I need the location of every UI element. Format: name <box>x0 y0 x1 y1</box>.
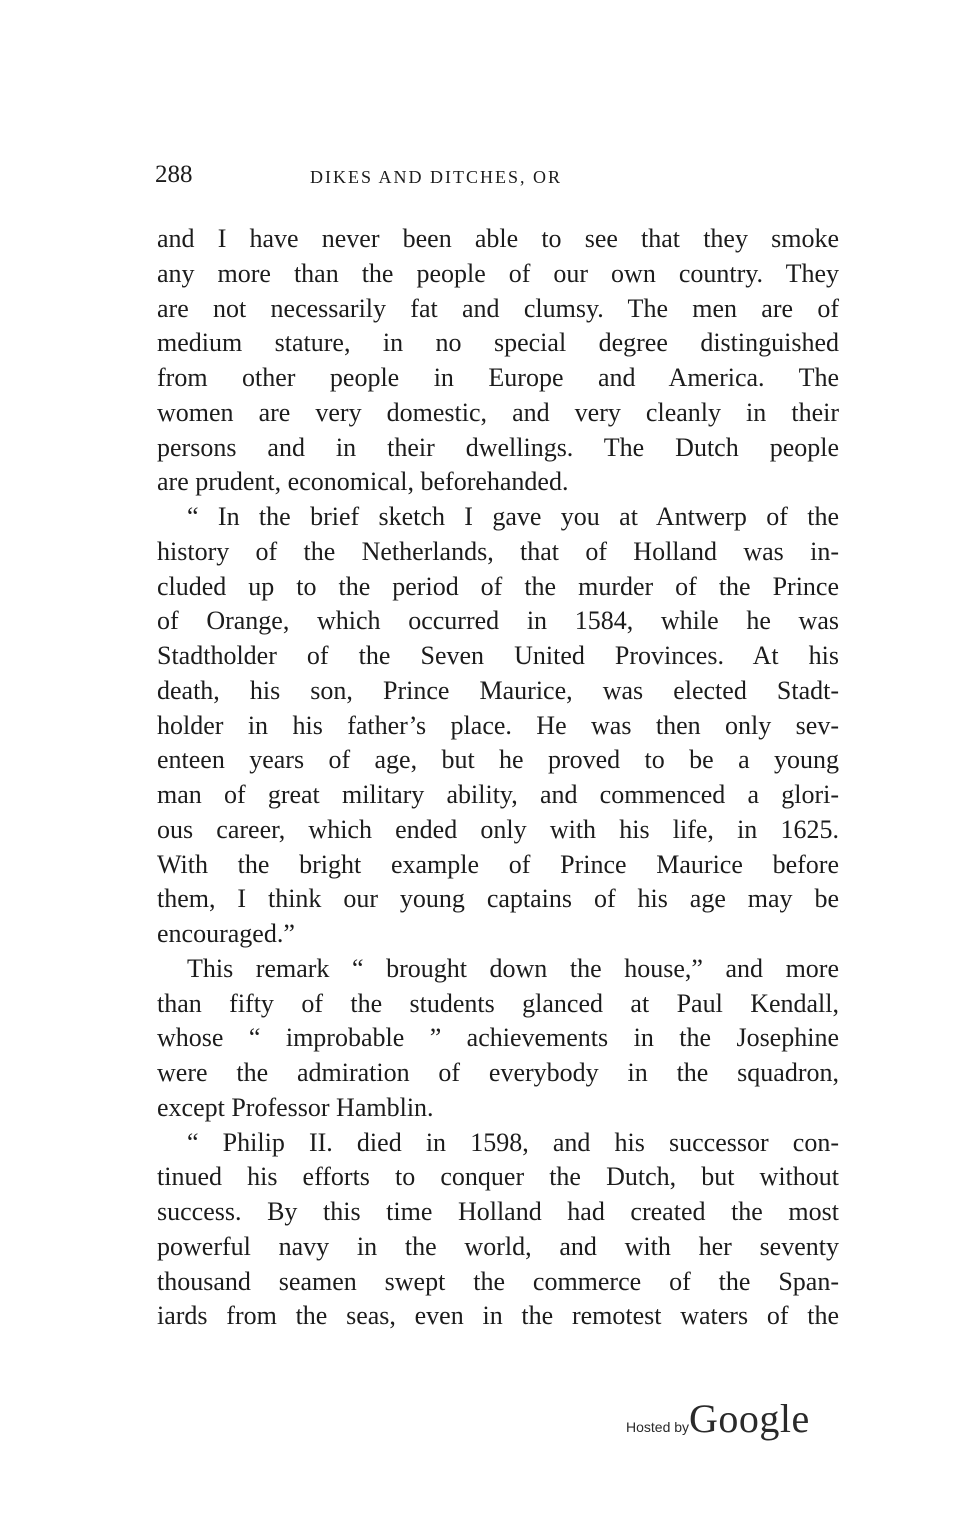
text-line: history of the Netherlands, that of Holland was in- <box>157 536 839 566</box>
text-line: and I have never been able to see that they smoke <box>157 224 839 253</box>
text-line: holder in his father’s place. He was then only sev- <box>157 710 839 740</box>
text-line: whose “ improbable ” achievements in the Josephine <box>157 1023 839 1053</box>
text-line: This remark “ brought down the house,” and more <box>187 953 839 983</box>
text-line: powerful navy in the world, and with her seventy <box>157 1231 839 1261</box>
text-line: except Professor Hamblin. <box>157 1092 434 1122</box>
hosted-by-label: Hosted by <box>626 1419 690 1435</box>
text-line: man of great military ability, and commenced a glori- <box>157 780 839 809</box>
text-line: success. By this time Holland had created the most <box>157 1197 839 1226</box>
text-line: persons and in their dwellings. The Dutch people <box>157 432 839 462</box>
text-line: were the admiration of everybody in the squadron, <box>157 1058 839 1087</box>
text-line: “ Philip II. died in 1598, and his successor con- <box>187 1127 839 1157</box>
text-line: death, his son, Prince Maurice, was elected Stadt- <box>157 675 839 705</box>
text-line: of Orange, which occurred in 1584, while he was <box>157 606 839 636</box>
text-line: are not necessarily fat and clumsy. The men are of <box>157 293 839 323</box>
text-line: medium stature, in no special degree distinguished <box>157 328 839 358</box>
text-line: than fifty of the students glanced at Paul Kendall, <box>157 988 839 1018</box>
text-line: enteen years of age, but he proved to be a young <box>157 745 839 775</box>
text-line: ous career, which ended only with his life, in 1625. <box>157 814 839 844</box>
text-line: from other people in Europe and America. The <box>157 363 839 392</box>
text-line: are prudent, economical, beforehanded. <box>157 467 569 497</box>
text-line: them, I think our young captains of his age may be <box>157 884 839 914</box>
text-line: thousand seamen swept the commerce of the Span- <box>157 1266 839 1296</box>
page-number: 288 <box>155 161 193 188</box>
hosted-by-google-watermark <box>626 1395 810 1442</box>
text-line: iards from the seas, even in the remotest waters of the <box>157 1301 839 1331</box>
text-line: cluded up to the period of the murder of the Prince <box>157 571 839 601</box>
text-line: tinued his efforts to conquer the Dutch, but without <box>157 1162 839 1192</box>
google-logo-text: Google <box>689 1396 810 1441</box>
text-line: Stadtholder of the Seven United Provinces. At his <box>157 641 839 670</box>
body-text <box>157 222 839 1334</box>
running-head: DIKES AND DITCHES, OR <box>310 167 563 187</box>
text-line: women are very domestic, and very cleanly in their <box>157 397 839 427</box>
text-line: encouraged.” <box>157 919 295 948</box>
text-line: With the bright example of Prince Maurice before <box>157 849 839 879</box>
text-line: any more than the people of our own country. They <box>157 258 839 288</box>
text-line: “ In the brief sketch I gave you at Antwerp of the <box>187 502 839 531</box>
